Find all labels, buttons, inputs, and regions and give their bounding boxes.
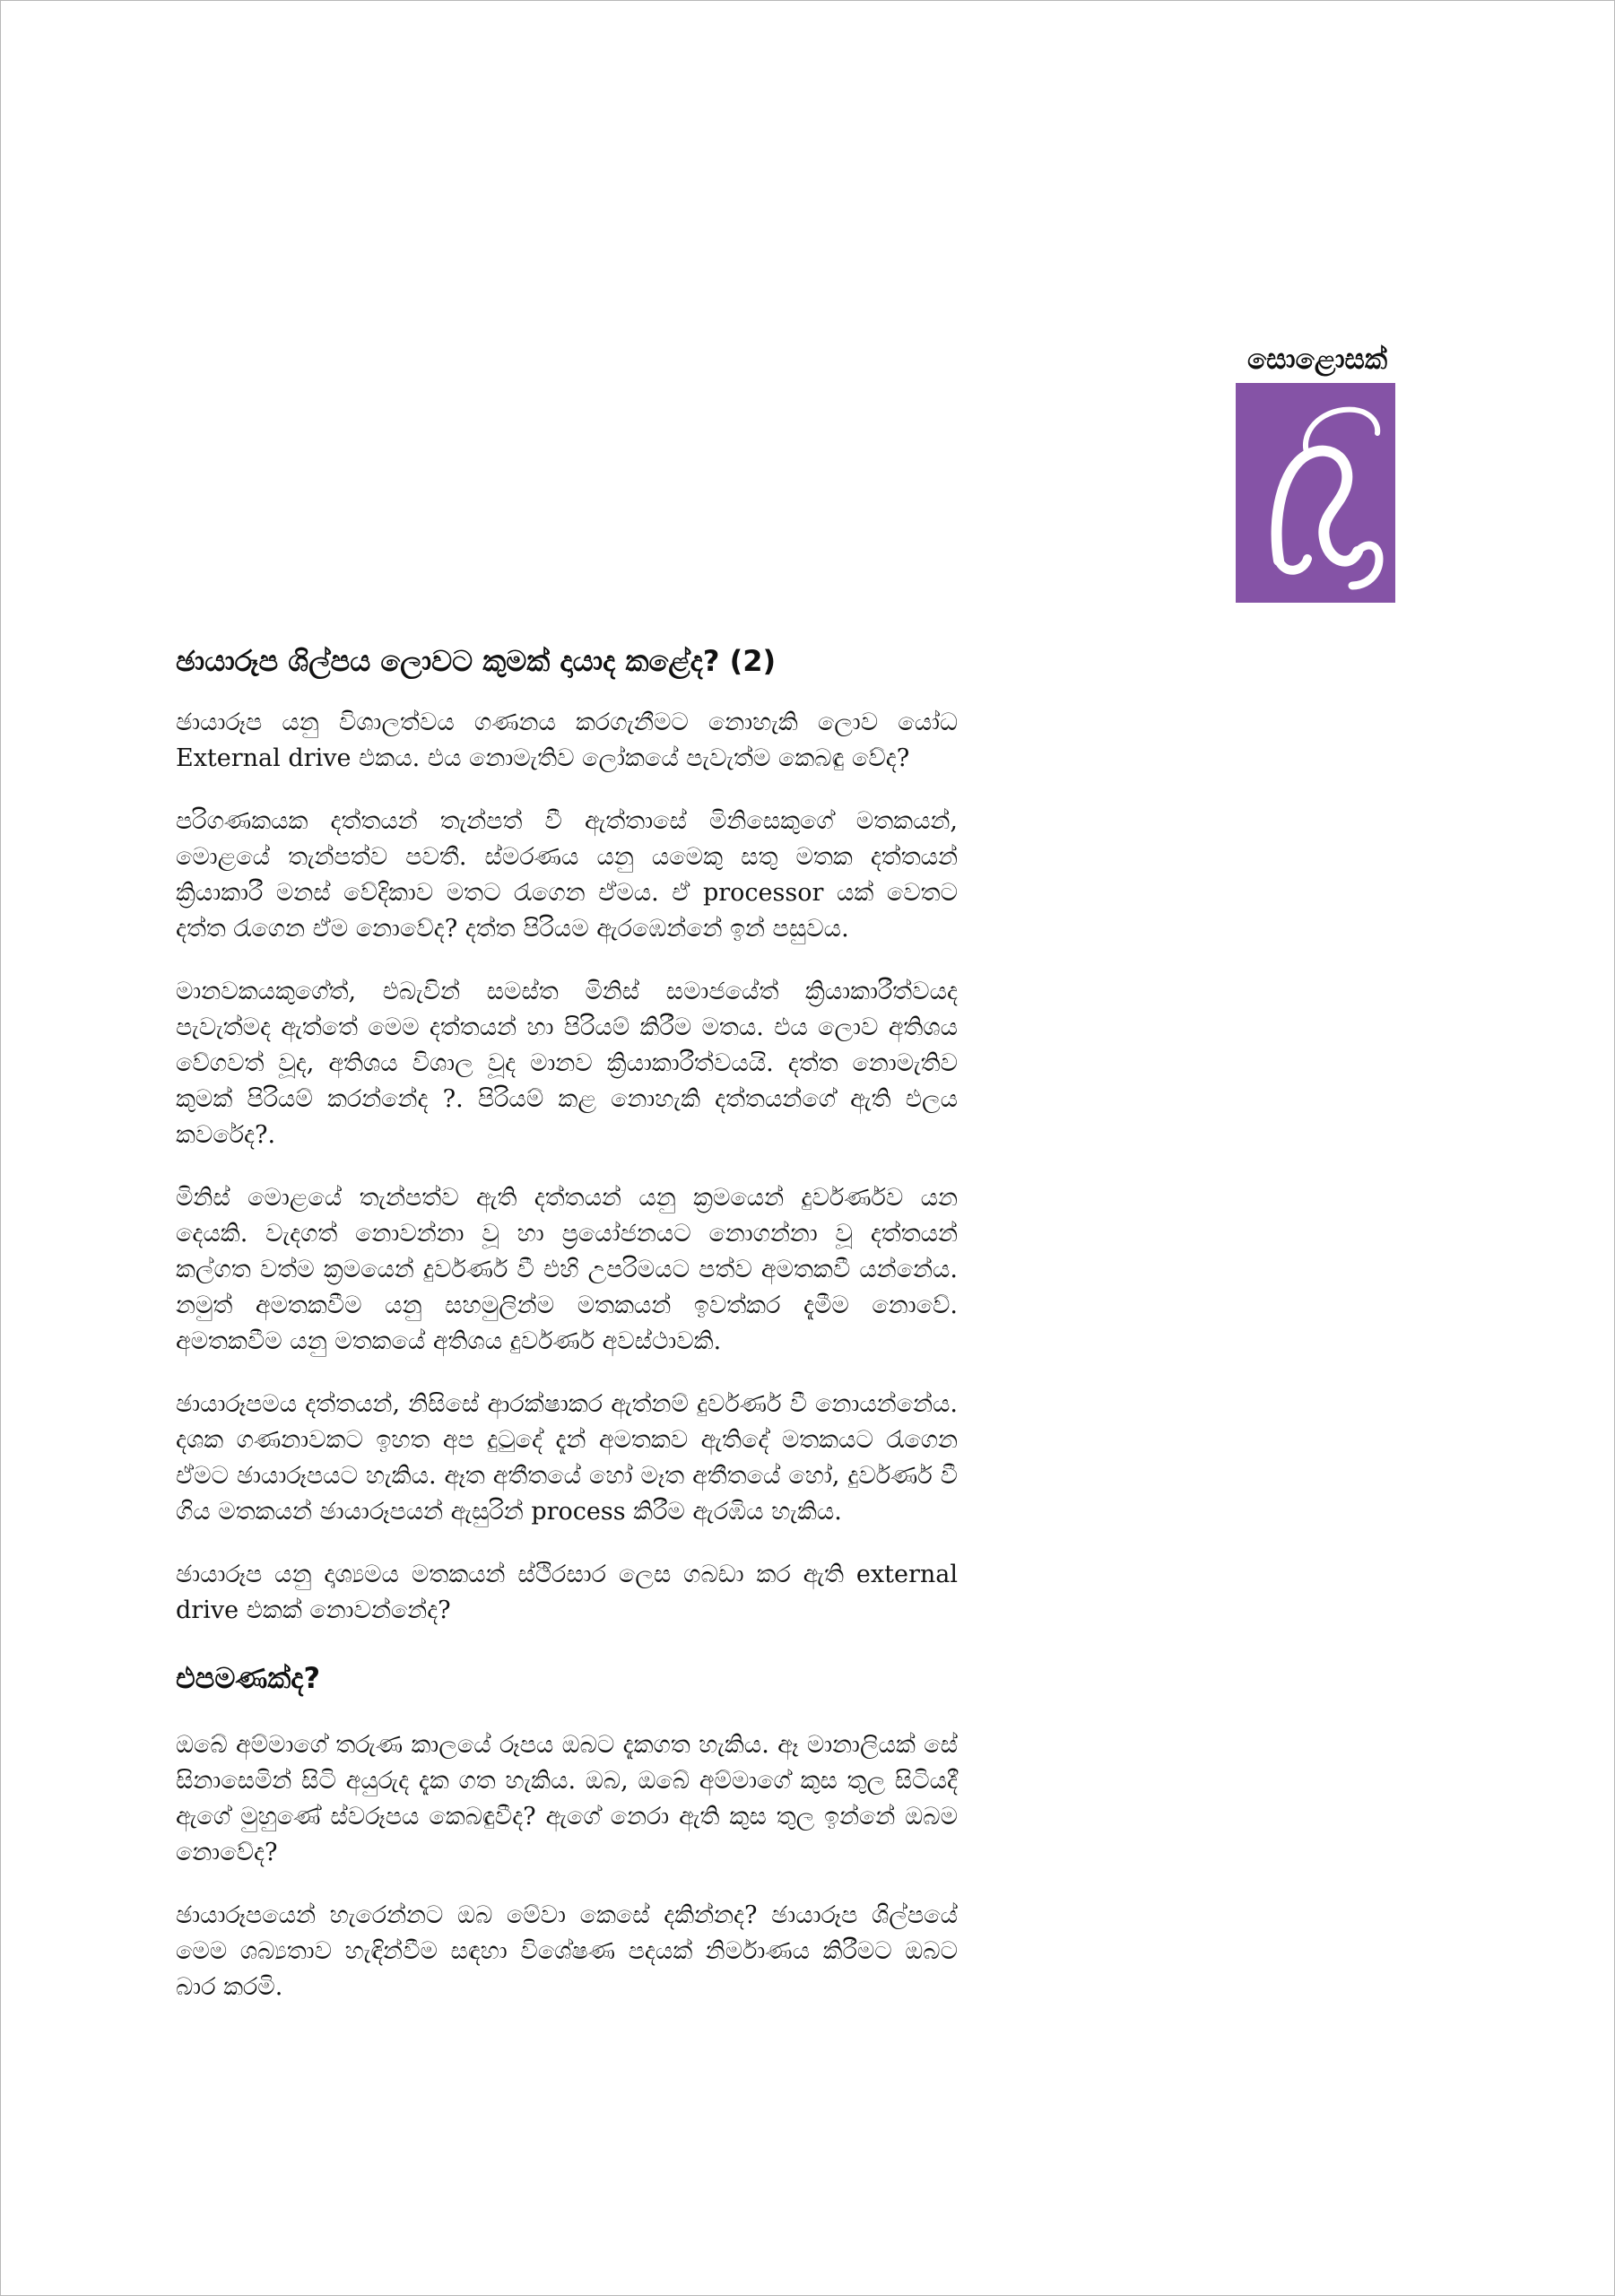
- letter-ru-stroke: [1277, 451, 1358, 561]
- article: [176, 639, 958, 2032]
- paragraph: ඡායාරූප යනු විශාලත්වය ගණනය කරගැනීමට නොහැකි ලොව යෝධ External drive එකය. එය නොමැතිව ලෝකයේ පැවැත්ම කෙබඳු වේද?: [176, 709, 958, 772]
- paragraph: මානවකයකුගේත්, එබැවින් සමස්ත මිනිස් සමාජයේත් ක්‍රියාකාරීත්වයද පැවැත්මද ඇත්තේ මෙම දත්තයන් හා පිරියම් කිරීම මතය. එය ලොව අතිශය වේගවත් වූද, අතිශය විශාල වූද මානව ක්‍රියාකාරීත්වයයි. දත්ත නොමැතිව කුමක් පිරියම් කරන්නේද ?. පිරියම් කළ නොහැකි දත්තයන්ගේ ඇති එලය කවරේද?.: [176, 978, 958, 1149]
- publisher-logo: [1236, 336, 1399, 603]
- paragraph: ඡායාරූපයෙන් හැරෙන්නට ඔබ මේවා කෙසේ දකින්නද? ඡායාරූප ශිල්පයේ මෙම ශබ්‍යතාව හැඳින්වීම සඳහා විශේෂණ පදයක් නිර්මාණය කිරීමට ඔබට බාර කරමි.: [176, 1901, 958, 2001]
- logo-wordmark: සොළොසක්: [1246, 344, 1388, 376]
- article-title: ඡායාරූප ශිල්පය ලොවට කුමක් දායාද කළේද? (2): [176, 644, 777, 678]
- section-subtitle: එපමණක්ද?: [176, 1661, 321, 1695]
- letter-ru-tail: [1352, 545, 1379, 586]
- letter-ru-hook: [1279, 559, 1307, 570]
- logo-emblem: [1236, 383, 1395, 603]
- paragraph: ඔබේ අම්මාගේ තරුණ කාලයේ රූපය ඔබට දැකගත හැකිය. ඈ මානාලියක් සේ සිනාසෙමින් සිටි අයුරුද දැක ගත හැකිය. ඔබ, ඔබේ අම්මාගේ කුස තුල සිටියදී ඇගේ මුහුණේ ස්වරූපය කෙබඳුවීද? ඇගේ නෙරා ඇති කුස තුල ඉන්නේ ඔබම නොවේද?: [176, 1731, 958, 1866]
- paragraph: ඡායාරූපමය දත්තයන්, නිසිසේ ආරක්ෂාකර ඇත්නම් දුර්වර්ණ වී නොයන්නේය. දශක ගණනාවකට ඉහත අප දුටුදේ දැන් අමතකව ඇතිදේ මතකයට රැගෙන ඒමට ඡායාරූපයට හැකිය. ඈත අතීතයේ හෝ මෑත අතීතයේ හෝ, දුර්වර්ණ වී ගිය මතකයන් ඡායාරූපයන් ඇසුරින් process කිරීම ඇරඹිය හැකිය.: [176, 1390, 958, 1526]
- paragraph: මිනිස් මොළයේ තැන්පත්ව ඇති දත්තයන් යනු ක්‍රමයෙන් දුර්වර්ණව යන දෙයකි. වැදගත් නොවන්නා වූ හා ප්‍රයෝජනයට නොගන්නා වූ දත්තයන් කල්ගත වත්ම ක්‍රමයෙන් දුර්වර්ණ වී එහි උපරිමයට පත්ව අමතකවී යන්නේය. නමුත් අමතකවීම යනු සහමුලින්ම මතකයන් ඉවත්කර දැමීම නොවේ. අමතකවීම යනු මතකයේ අතිශය දුර්වර්ණ අවස්ථාවකි.: [176, 1184, 958, 1355]
- paragraph: පරිගණකයක දත්තයන් තැන්පත් වී ඇත්තාසේ මිනිසෙකුගේ මතකයන්, මොළයේ තැන්පත්ව පවතී. ස්මරණය යනු යමෙකු සතු මතක දත්තයන් ක්‍රියාකාරී මනස් වේදිකාව මතට රැගෙන ඒමය. ඒ processor යක් වෙතට දත්ත රැගෙන ඒම නොවේද? දත්ත පිරියම ඇරඹෙන්නේ ඉන් පසුවය.: [176, 807, 958, 943]
- paragraph: ඡායාරූප යනු දෘශ්‍යමය මතකයන් ස්ථිරසාර ලෙස ගබඩා කර ඇති external drive එකක් නොවන්නේද?: [176, 1561, 958, 1624]
- letter-ru-glyph-icon: [1236, 383, 1395, 603]
